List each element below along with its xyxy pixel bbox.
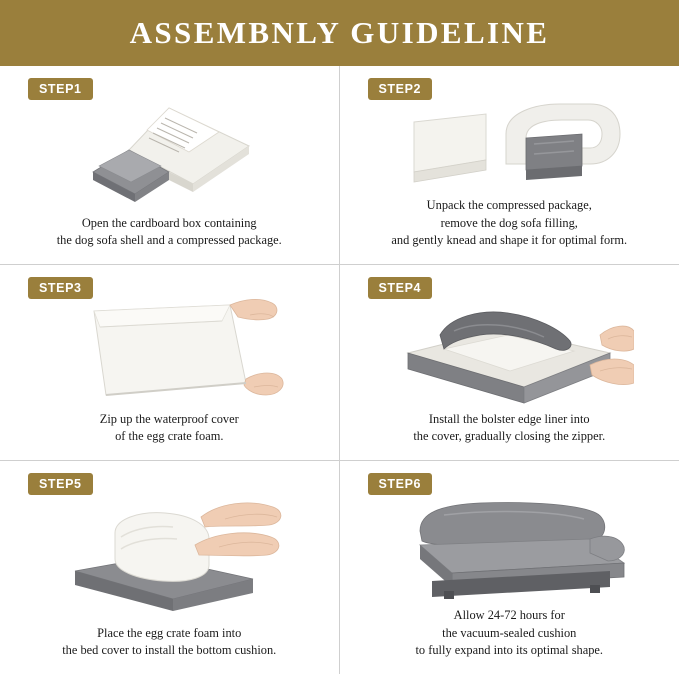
caption-line: the bed cover to install the bottom cushion. bbox=[62, 642, 276, 660]
step-card-3 bbox=[0, 265, 340, 461]
caption-line: Place the egg crate foam into bbox=[62, 625, 276, 643]
caption-line: to fully expand into its optimal shape. bbox=[415, 642, 603, 660]
step-badge-6: STEP6 bbox=[368, 473, 433, 495]
step-badge-5: STEP5 bbox=[28, 473, 93, 495]
step-card-2 bbox=[340, 66, 679, 265]
step-caption-2 bbox=[391, 197, 627, 256]
caption-line: Zip up the waterproof cover bbox=[100, 411, 239, 429]
step-badge-3: STEP3 bbox=[28, 277, 93, 299]
step-card-5 bbox=[0, 461, 340, 674]
step-illustration-1 bbox=[10, 92, 329, 215]
step-badge-4: STEP4 bbox=[368, 277, 433, 299]
page-title: ASSEMBNLY GUIDELINE bbox=[130, 15, 550, 51]
caption-line: Allow 24-72 hours for bbox=[415, 607, 603, 625]
caption-line: Install the bolster edge liner into bbox=[413, 411, 605, 429]
step-illustration-4 bbox=[350, 291, 670, 411]
step-caption-3 bbox=[100, 411, 239, 452]
step-card-1 bbox=[0, 66, 340, 265]
caption-line: the vacuum-sealed cushion bbox=[415, 625, 603, 643]
caption-line: the cover, gradually closing the zipper. bbox=[413, 428, 605, 446]
step-caption-6 bbox=[415, 607, 603, 666]
step-illustration-3 bbox=[10, 291, 329, 411]
step-badge-2: STEP2 bbox=[368, 78, 433, 100]
caption-line: Open the cardboard box containing bbox=[57, 215, 282, 233]
caption-line: of the egg crate foam. bbox=[100, 428, 239, 446]
step-illustration-6 bbox=[350, 487, 670, 607]
step-caption-5 bbox=[62, 625, 276, 666]
caption-line: Unpack the compressed package, bbox=[391, 197, 627, 215]
steps-grid bbox=[0, 66, 679, 657]
step-card-6 bbox=[340, 461, 679, 674]
page-header bbox=[0, 0, 679, 66]
step-illustration-5 bbox=[10, 487, 329, 625]
step-card-4 bbox=[340, 265, 679, 461]
caption-line: and gently knead and shape it for optimal form. bbox=[391, 232, 627, 250]
step-illustration-2 bbox=[350, 92, 670, 197]
caption-line: the dog sofa shell and a compressed package. bbox=[57, 232, 282, 250]
step-badge-1: STEP1 bbox=[28, 78, 93, 100]
step-caption-4 bbox=[413, 411, 605, 452]
step-caption-1 bbox=[57, 215, 282, 256]
caption-line: remove the dog sofa filling, bbox=[391, 215, 627, 233]
